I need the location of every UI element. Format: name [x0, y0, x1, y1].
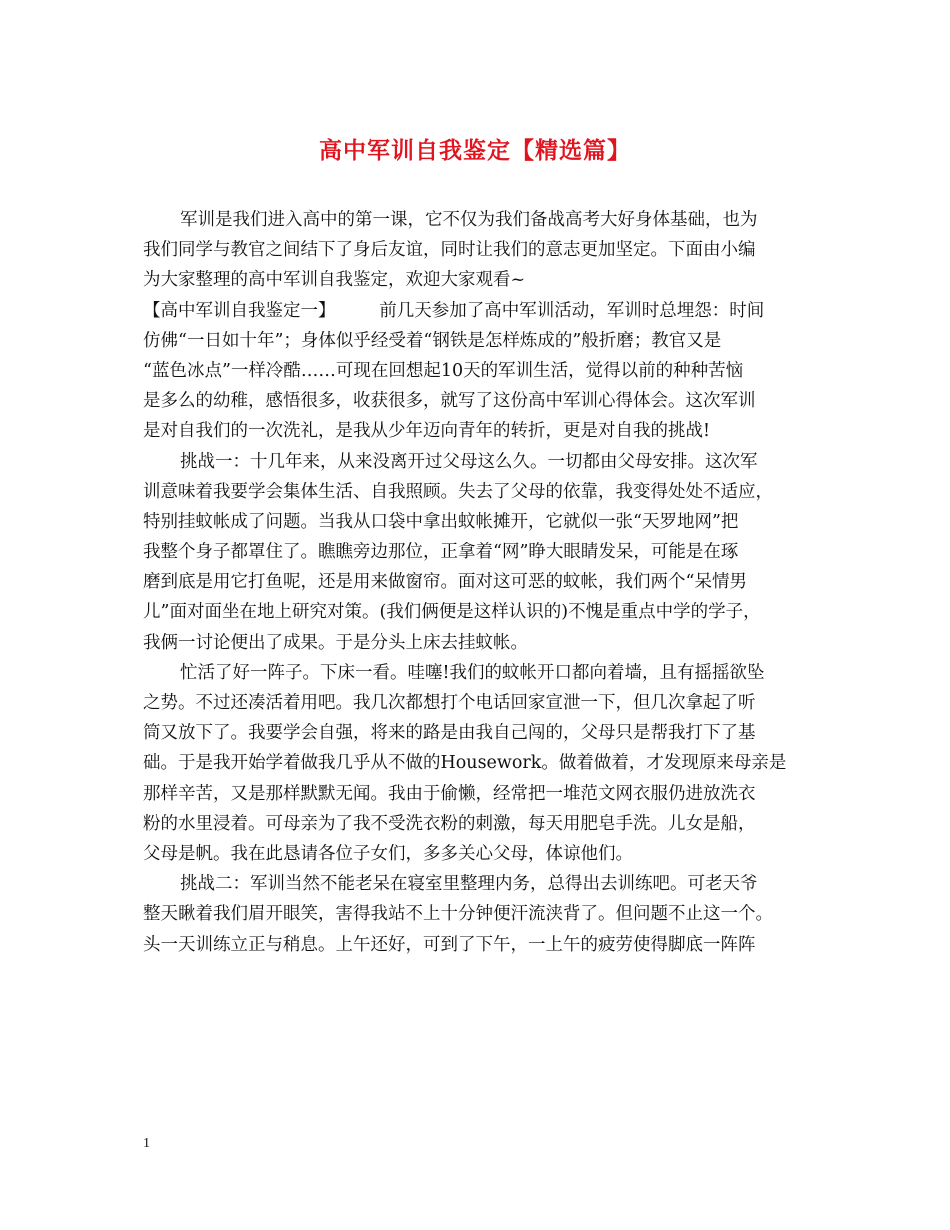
text-line: 磨到底是用它打鱼呢，还是用来做窗帘。面对这可恶的蚊帐，我们两个“呆情男 — [143, 572, 747, 593]
text-line: 我们同学与教官之间结下了身后友谊，同时让我们的意志更加坚定。下面由小编 — [143, 240, 756, 261]
text-line: 那样辛苦，又是那样默默无闻。我由于偷懒，经常把一堆范文网衣服仍进放洗衣 — [143, 783, 756, 804]
text-line: 我俩一讨论便出了成果。于是分头上床去挂蚊帐。 — [143, 632, 528, 653]
text-line: 筒又放下了。我要学会自强，将来的路是由我自己闯的，父母只是帮我打下了基 — [143, 723, 756, 744]
text-line: 挑战一：十几年来，从来没离开过父母这么久。一切都由父母安排。这次军 — [180, 451, 758, 472]
text-line: 是多么的幼稚，感悟很多，收获很多，就写了这份高中军训心得体会。这次军训 — [143, 391, 756, 412]
text-line: 础。于是我开始学着做我几乎从不做的Housework。做着做着，才发现原来母亲是 — [143, 753, 787, 774]
text-line: 之势。不过还凑活着用吧。我几次都想打个电话回家宣泄一下，但几次拿起了听 — [143, 693, 756, 713]
page-number: 1 — [143, 1136, 150, 1151]
text-line: 父母是帆。我在此恳请各位子女们，多多关心父母，体谅他们。 — [143, 843, 633, 864]
text-line: 儿”面对面坐在地上研究对策。(我们俩便是这样认识的)不愧是重点中学的学子， — [143, 602, 761, 623]
text-line: “蓝色冰点”一样冷酷……可现在回想起10天的军训生活，觉得以前的种种苦恼 — [143, 360, 744, 381]
text-line: 粉的水里浸着。可母亲为了我不受洗衣粉的刺激，每天用肥皂手洗。儿女是船， — [143, 813, 756, 834]
text-line: 为大家整理的高中军训自我鉴定，欢迎大家观看~ — [143, 270, 526, 291]
document-body — [143, 205, 823, 960]
text-line: 头一天训练立正与稍息。上午还好，可到了下午，一上午的疲劳使得脚底一阵阵 — [143, 934, 756, 955]
text-line: 训意味着我要学会集体生活、自我照顾。失去了父母的依靠，我变得处处不适应， — [143, 481, 773, 502]
text-line: 整天瞅着我们眉开眼笑，害得我站不上十分钟便汗流浃背了。但问题不止这一个。 — [143, 904, 773, 925]
text-line: 我整个身子都罩住了。瞧瞧旁边那位，正拿着“网”睁大眼睛发呆，可能是在琢 — [143, 542, 739, 563]
document-title: 高中军训自我鉴定【精选篇】 — [319, 137, 631, 164]
section-heading-line: 【高中军训自我鉴定一】 前几天参加了高中军训活动，军训时总埋怨：时间 — [143, 300, 765, 321]
text-line: 挑战二：军训当然不能老呆在寝室里整理内务，总得出去训练吧。可老天爷 — [180, 874, 758, 895]
text-line: 忙活了好一阵子。下床一看。哇噻!我们的蚊帐开口都向着墙，且有摇摇欲坠 — [180, 662, 765, 683]
text-line: 特别挂蚊帐成了问题。当我从口袋中拿出蚊帐摊开，它就似一张“天罗地网”把 — [143, 511, 739, 532]
text-line: 是对自我们的一次洗礼，是我从少年迈向青年的转折，更是对自我的挑战! — [143, 421, 711, 442]
text-line: 军训是我们进入高中的第一课，它不仅为我们备战高考大好身体基础，也为 — [180, 210, 758, 230]
text-line: 仿佛“一日如十年”；身体似乎经受着“钢铁是怎样炼成的”般折磨；教官又是 — [143, 330, 722, 351]
